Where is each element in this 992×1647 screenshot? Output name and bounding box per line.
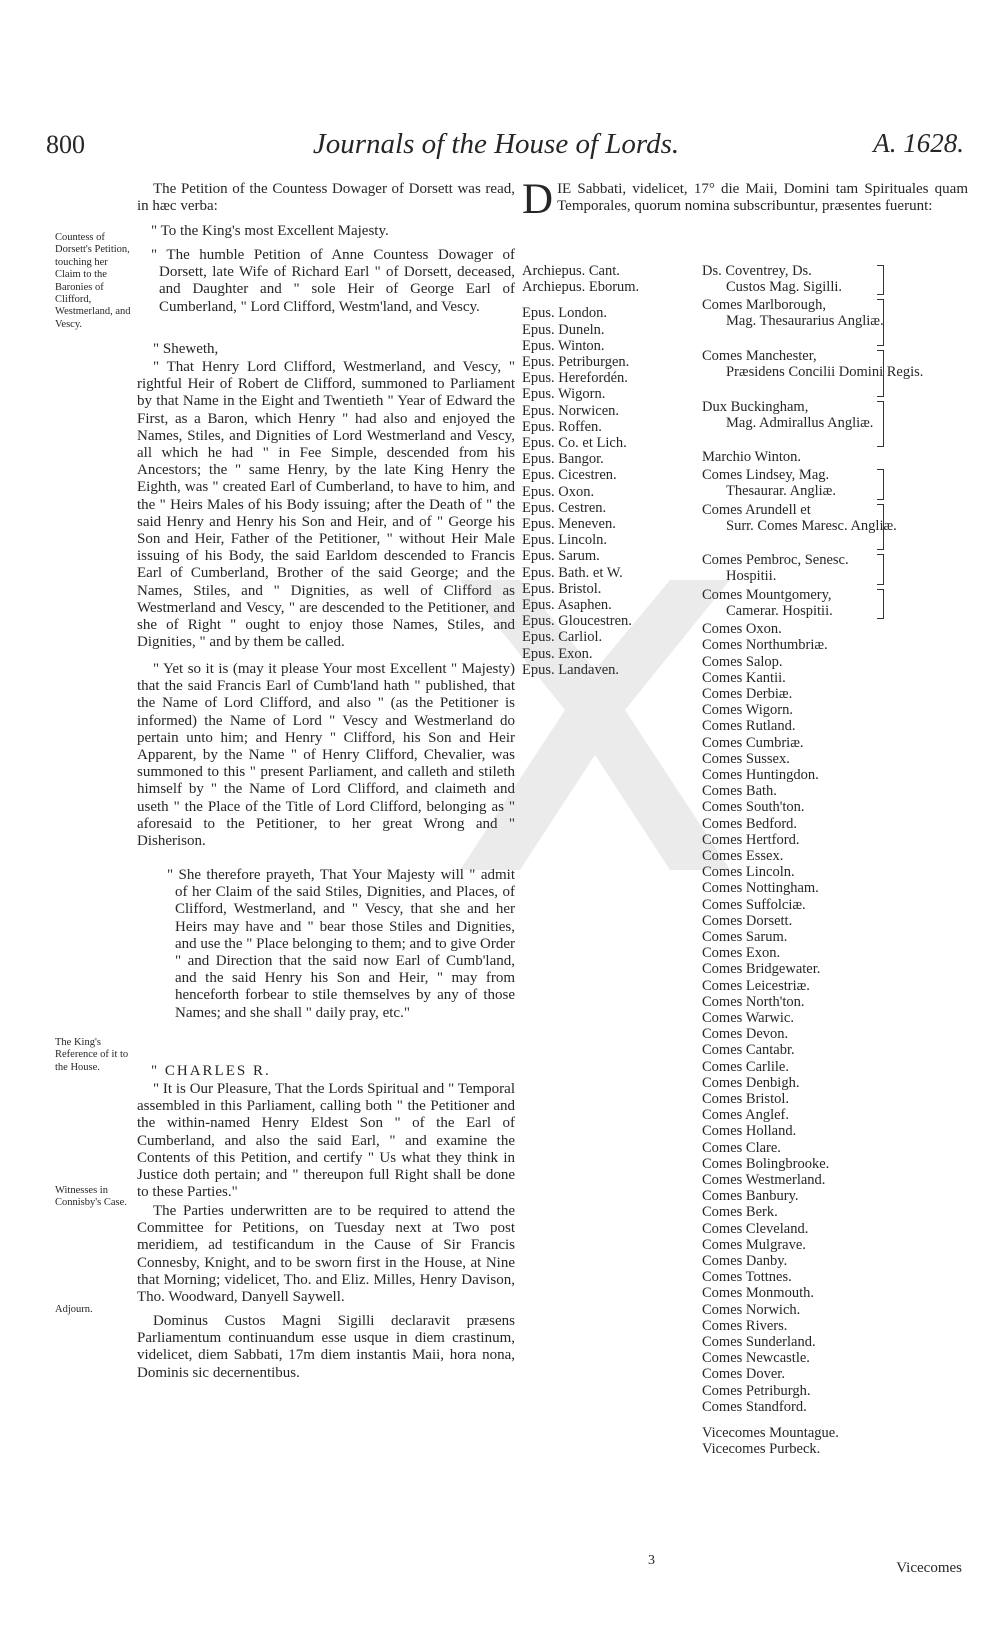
- earl-entry: Comes Bridgewater.: [702, 961, 821, 978]
- margin-note-witnesses: Witnesses in Connisby's Case.: [55, 1185, 127, 1209]
- officer-entry: [702, 297, 942, 329]
- prelate-entry: Epus. Carliol.: [522, 629, 603, 646]
- earl-entry: Comes Huntingdon.: [702, 767, 819, 783]
- prelate-entry: Epus. Asaphen.: [522, 597, 612, 613]
- prelate-entry: Epus. Winton.: [522, 337, 605, 354]
- officer-title: Præsidens Concilii Domini Regis.: [726, 364, 924, 380]
- earl-entry: Comes Bristol.: [702, 1091, 790, 1107]
- officer-title: Custos Mag. Sigilli.: [726, 279, 843, 295]
- brace-mark: [877, 554, 884, 584]
- catchword: Vicecomes: [896, 1560, 962, 1576]
- officer-name: Comes Mountgomery,: [702, 586, 832, 603]
- officer-entry: [702, 502, 942, 534]
- margin-note-reference: The King's Reference of it to the House.: [55, 1037, 129, 1073]
- officer-title: Mag. Thesaurarius Angliæ.: [726, 313, 884, 330]
- earl-entry: Comes Petriburgh.: [702, 1382, 811, 1399]
- officer-name: Dux Buckingham,: [702, 398, 809, 415]
- earl-entry: Comes Monmouth.: [702, 1285, 814, 1302]
- brace-mark: [877, 589, 884, 619]
- officer-entry: [702, 467, 942, 499]
- prelate-entry: Epus. Roffen.: [522, 418, 602, 435]
- earl-entry: Comes Anglef.: [702, 1107, 789, 1124]
- officer-name: Ds. Coventrey, Ds.: [702, 263, 812, 279]
- year: A. 1628.: [873, 128, 964, 158]
- attendance-intro-text: IE Sabbati, videlicet, 17° die Maii, Domini tam Spirituales quam Temporales, quorum nomina subscribuntur, præsentes fuerunt:: [557, 181, 968, 215]
- earl-entry: Comes Berk.: [702, 1204, 778, 1221]
- prelate-entry: Epus. Cicestren.: [522, 467, 617, 484]
- earl-entry: Comes Standford.: [702, 1398, 807, 1415]
- earl-entry: Comes Cumbriæ.: [702, 734, 804, 751]
- earl-entry: Comes Cantabr.: [702, 1042, 795, 1059]
- prelate-entry: Epus. Oxon.: [522, 483, 595, 500]
- prelate-entry: Epus. Lincoln.: [522, 532, 607, 549]
- earl-entry: Comes Lincoln.: [702, 864, 795, 881]
- petition-para-3: " She therefore prayeth, That Your Majesty will " admit of her Claim of the said Stiles, Dignities, and Places, of Clifford, Westmerland, and " Vescy, that she and her Heirs may have and " bear those Stiles and Dignities, and use the " Place belonging to them; and to give Order " and Direction that the said now Earl of Cumb'land, and the said Henry his Son and Heir, " may from henceforth forbear to stile themselves by any of those Names; and she shall " daily pray, etc.": [167, 867, 515, 1021]
- earl-entry: Comes Rutland.: [702, 718, 796, 735]
- officer-name: Comes Pembroc, Senesc.: [702, 552, 849, 569]
- brace-mark: [877, 299, 884, 346]
- charles-signature: " CHARLES R.: [151, 1063, 271, 1079]
- officer-name: Marchio Winton.: [702, 449, 802, 466]
- earl-entry: Comes Salop.: [702, 653, 783, 670]
- earl-entry: Comes Banbury.: [702, 1188, 799, 1205]
- officer-name: Comes Lindsey, Mag.: [702, 467, 830, 484]
- officer-name: Comes Manchester,: [702, 348, 817, 364]
- earl-entry: Comes Warwic.: [702, 1010, 794, 1026]
- officer-title: Surr. Comes Maresc. Angliæ.: [726, 517, 897, 534]
- petition-para-2: " Yet so it is (may it please Your most Excellent " Majesty) that the said Francis Earl of Cumb'land hath " published, that the Name of Lord Clifford, and also " (as the Petitioner is informed) the Name of Lord " Vescy and Westmerland do pertain unto him; and Henry " Clifford, his Son and Heir Apparent, by the Name " of Henry Clifford, Chevalier, was summoned to this " present Parliament, and calleth and stileth himself by " the Name of Lord Clifford, and claimeth and useth " the Place of the Title of Lord Clifford, belonging as " aforesaid to the Petitioner, to her great Wrong and " Disherison.: [137, 661, 515, 850]
- journal-title: Journals of the House of Lords.: [312, 128, 680, 160]
- officer-title: Camerar. Hospitii.: [726, 602, 833, 619]
- brace-mark: [877, 401, 884, 448]
- running-header: [0, 128, 992, 168]
- earl-entry: Comes Wigorn.: [702, 702, 793, 719]
- officer-entry: [702, 552, 942, 584]
- prelate-entry: Archiepus. Cant.: [522, 263, 620, 279]
- earl-entry: Comes Hertford.: [702, 831, 800, 848]
- prelate-entry: Epus. Landaven.: [522, 661, 620, 678]
- earl-entry: Comes Carlile.: [702, 1058, 789, 1075]
- petition-intro: The Petition of the Countess Dowager of Dorsett was read, in hæc verba:: [137, 181, 515, 215]
- prelate-entry: Epus. Gloucestren.: [522, 613, 632, 630]
- earl-entry: Comes Bath.: [702, 783, 777, 800]
- prelate-entry: Epus. Exon.: [522, 645, 593, 662]
- earl-entry: Comes Devon.: [702, 1026, 789, 1043]
- brace-mark: [877, 350, 884, 397]
- earl-entry: Comes Holland.: [702, 1123, 797, 1140]
- earl-entry: Comes Dorsett.: [702, 912, 793, 929]
- page-number: 800: [46, 130, 85, 159]
- earl-entry: Comes Cleveland.: [702, 1220, 809, 1237]
- earl-entry: Comes Tottnes.: [702, 1269, 792, 1286]
- prelate-entry: Epus. Petriburgen.: [522, 354, 630, 370]
- prelate-entry: Epus. Norwicen.: [522, 402, 620, 419]
- prelate-entry: Archiepus. Eborum.: [522, 279, 640, 296]
- officer-title: Thesaurar. Angliæ.: [726, 483, 836, 500]
- signature-mark: 3: [648, 1553, 655, 1568]
- drop-cap: D: [522, 176, 554, 223]
- prelate-entry: Epus. Bristol.: [522, 580, 602, 597]
- earl-entry: Comes Nottingham.: [702, 880, 819, 897]
- earl-entry: Comes Kantii.: [702, 669, 786, 686]
- earl-entry: Comes Derbiæ.: [702, 686, 793, 702]
- petition-para-1: " That Henry Lord Clifford, Westmerland, and Vescy, " rightful Heir of Robert de Clifford, summoned to Parliament by that Name in the Eight and Twentieth " Year of Edward the First, as a Baron, which Henry " had also and enjoyed the Names, Stiles, and Dignities of Lord Westmerland and Vescy, all which he had " in Fee Simple, descended from his Ancestors; the " same Henry, by the late King Henry the Eighth, was " created Earl of Cumberland, to have to him, and the " Heirs Males of his Body issuing; after the Death of " the said Henry and Henry his Son and Heir, and of " George his Son and Heir, Father of the Petitioner, " without Heir Male issuing of his Body, the said Earldom descended to Francis Earl of Cumberland, Brother of the said George; and the Names, Stiles, and " Dignities, as well of Clifford as Westmerland and Vescy, " are descended to the Petitioner, and she of Right " ought to enjoy those Names, Stiles, and Dignities, " and by them be called.: [137, 359, 515, 651]
- attendance-intro: [522, 176, 968, 223]
- prelate-entry: Epus. Bangor.: [522, 451, 604, 468]
- king-reference: " It is Our Pleasure, That the Lords Spiritual and " Temporal assembled in this Parliament, calling both " the Petitioner and the within-named Henry Eldest Son " of the Earl of Cumberland, and also the said Earl, " and examine the Contents of this Petition, and certify " Us what they think in Justice doth pertain; and " thereupon full Right shall be done to these Parties.": [137, 1081, 515, 1201]
- earl-entry: Comes Bedford.: [702, 815, 798, 832]
- earl-entry: Comes Danby.: [702, 1253, 788, 1269]
- sheweth: " Sheweth,: [153, 341, 219, 357]
- earl-entry: Comes Westmerland.: [702, 1172, 826, 1188]
- margin-note-adjourn: Adjourn.: [55, 1304, 93, 1315]
- prelate-entry: Epus. Bath. et W.: [522, 564, 623, 581]
- earl-entry: Comes South'ton.: [702, 799, 805, 816]
- officer-entry: [702, 348, 942, 380]
- brace-mark: [877, 265, 884, 295]
- earl-entry: Comes Leicestriæ.: [702, 977, 810, 994]
- earl-entry: Comes Newcastle.: [702, 1350, 810, 1367]
- officer-title: Mag. Admirallus Angliæ.: [726, 414, 874, 431]
- officer-entry: [702, 587, 942, 619]
- earl-entry: Comes Norwich.: [702, 1301, 801, 1318]
- officer-entry: [702, 449, 942, 465]
- petition-address: " To the King's most Excellent Majesty.: [151, 223, 389, 239]
- prelate-entry: Epus. London.: [522, 305, 607, 322]
- earl-entry: Comes Denbigh.: [702, 1074, 800, 1091]
- prelate-entry: Epus. Co. et Lich.: [522, 435, 627, 451]
- prelate-entry: Epus. Herefordén.: [522, 370, 628, 387]
- brace-mark: [877, 504, 884, 551]
- officer-title: Hospitii.: [726, 568, 777, 585]
- earl-entry: Comes Northumbriæ.: [702, 637, 828, 654]
- prelate-entry: Epus. Duneln.: [522, 321, 605, 338]
- earl-entry: Comes Rivers.: [702, 1317, 788, 1334]
- officer-name: Comes Marlborough,: [702, 297, 827, 314]
- prelate-entry: Epus. Cestren.: [522, 499, 607, 516]
- earl-entry: Comes Exon.: [702, 945, 781, 962]
- viscount-entry: Vicecomes Purbeck.: [702, 1441, 821, 1458]
- officer-entry: [702, 399, 942, 431]
- prelate-entry: Epus. Sarum.: [522, 548, 600, 565]
- brace-mark: [877, 469, 884, 499]
- earl-entry: Comes Dover.: [702, 1366, 785, 1383]
- earl-entry: Comes North'ton.: [702, 993, 805, 1010]
- earl-entry: Comes Bolingbrooke.: [702, 1155, 830, 1172]
- adjournment: Dominus Custos Magni Sigilli declaravit præsens Parliamentum continuandum esse usque in diem crastinum, videlicet, diem Sabbati, 17m diem instantis Maii, hora nona, Dominis sic decernentibus.: [137, 1313, 515, 1381]
- earl-entry: Comes Mulgrave.: [702, 1236, 806, 1253]
- earl-entry: Comes Suffolciæ.: [702, 896, 806, 913]
- witnesses-order: The Parties underwritten are to be required to attend the Committee for Petitions, on Tuesday next at Two post meridiem, ad testificandum in the Cause of Sir Francis Connesby, Knight, and to be sworn first in the House, at Nine that Morning; videlicet, Tho. and Eliz. Milles, Henry Davison, Tho. Woodward, Danyell Saywell.: [137, 1203, 515, 1306]
- earl-entry: Comes Sunderland.: [702, 1334, 816, 1350]
- petition-title: " The humble Petition of Anne Countess Dowager of Dorsett, late Wife of Richard Earl " of Dorsett, deceased, and Daughter and " sole Heir of George Earl of Cumberland, " Lord Clifford, Westm'land, and Vescy.: [151, 247, 515, 315]
- earl-entry: Comes Clare.: [702, 1139, 781, 1156]
- officer-entry: [702, 263, 942, 295]
- prelate-entry: Epus. Wigorn.: [522, 386, 606, 403]
- earl-entry: Comes Oxon.: [702, 621, 782, 638]
- earl-entry: Comes Essex.: [702, 848, 784, 864]
- earl-entry: Comes Sussex.: [702, 750, 790, 767]
- margin-note-petition: Countess of Dorsett's Petition, touching her Claim to the Baronies of Clifford, Westmerland, and Vescy.: [55, 232, 131, 330]
- officer-name: Comes Arundell et: [702, 501, 811, 518]
- earl-entry: Comes Sarum.: [702, 929, 788, 945]
- viscount-entry: Vicecomes Mountague.: [702, 1425, 839, 1441]
- prelate-entry: Epus. Meneven.: [522, 516, 616, 532]
